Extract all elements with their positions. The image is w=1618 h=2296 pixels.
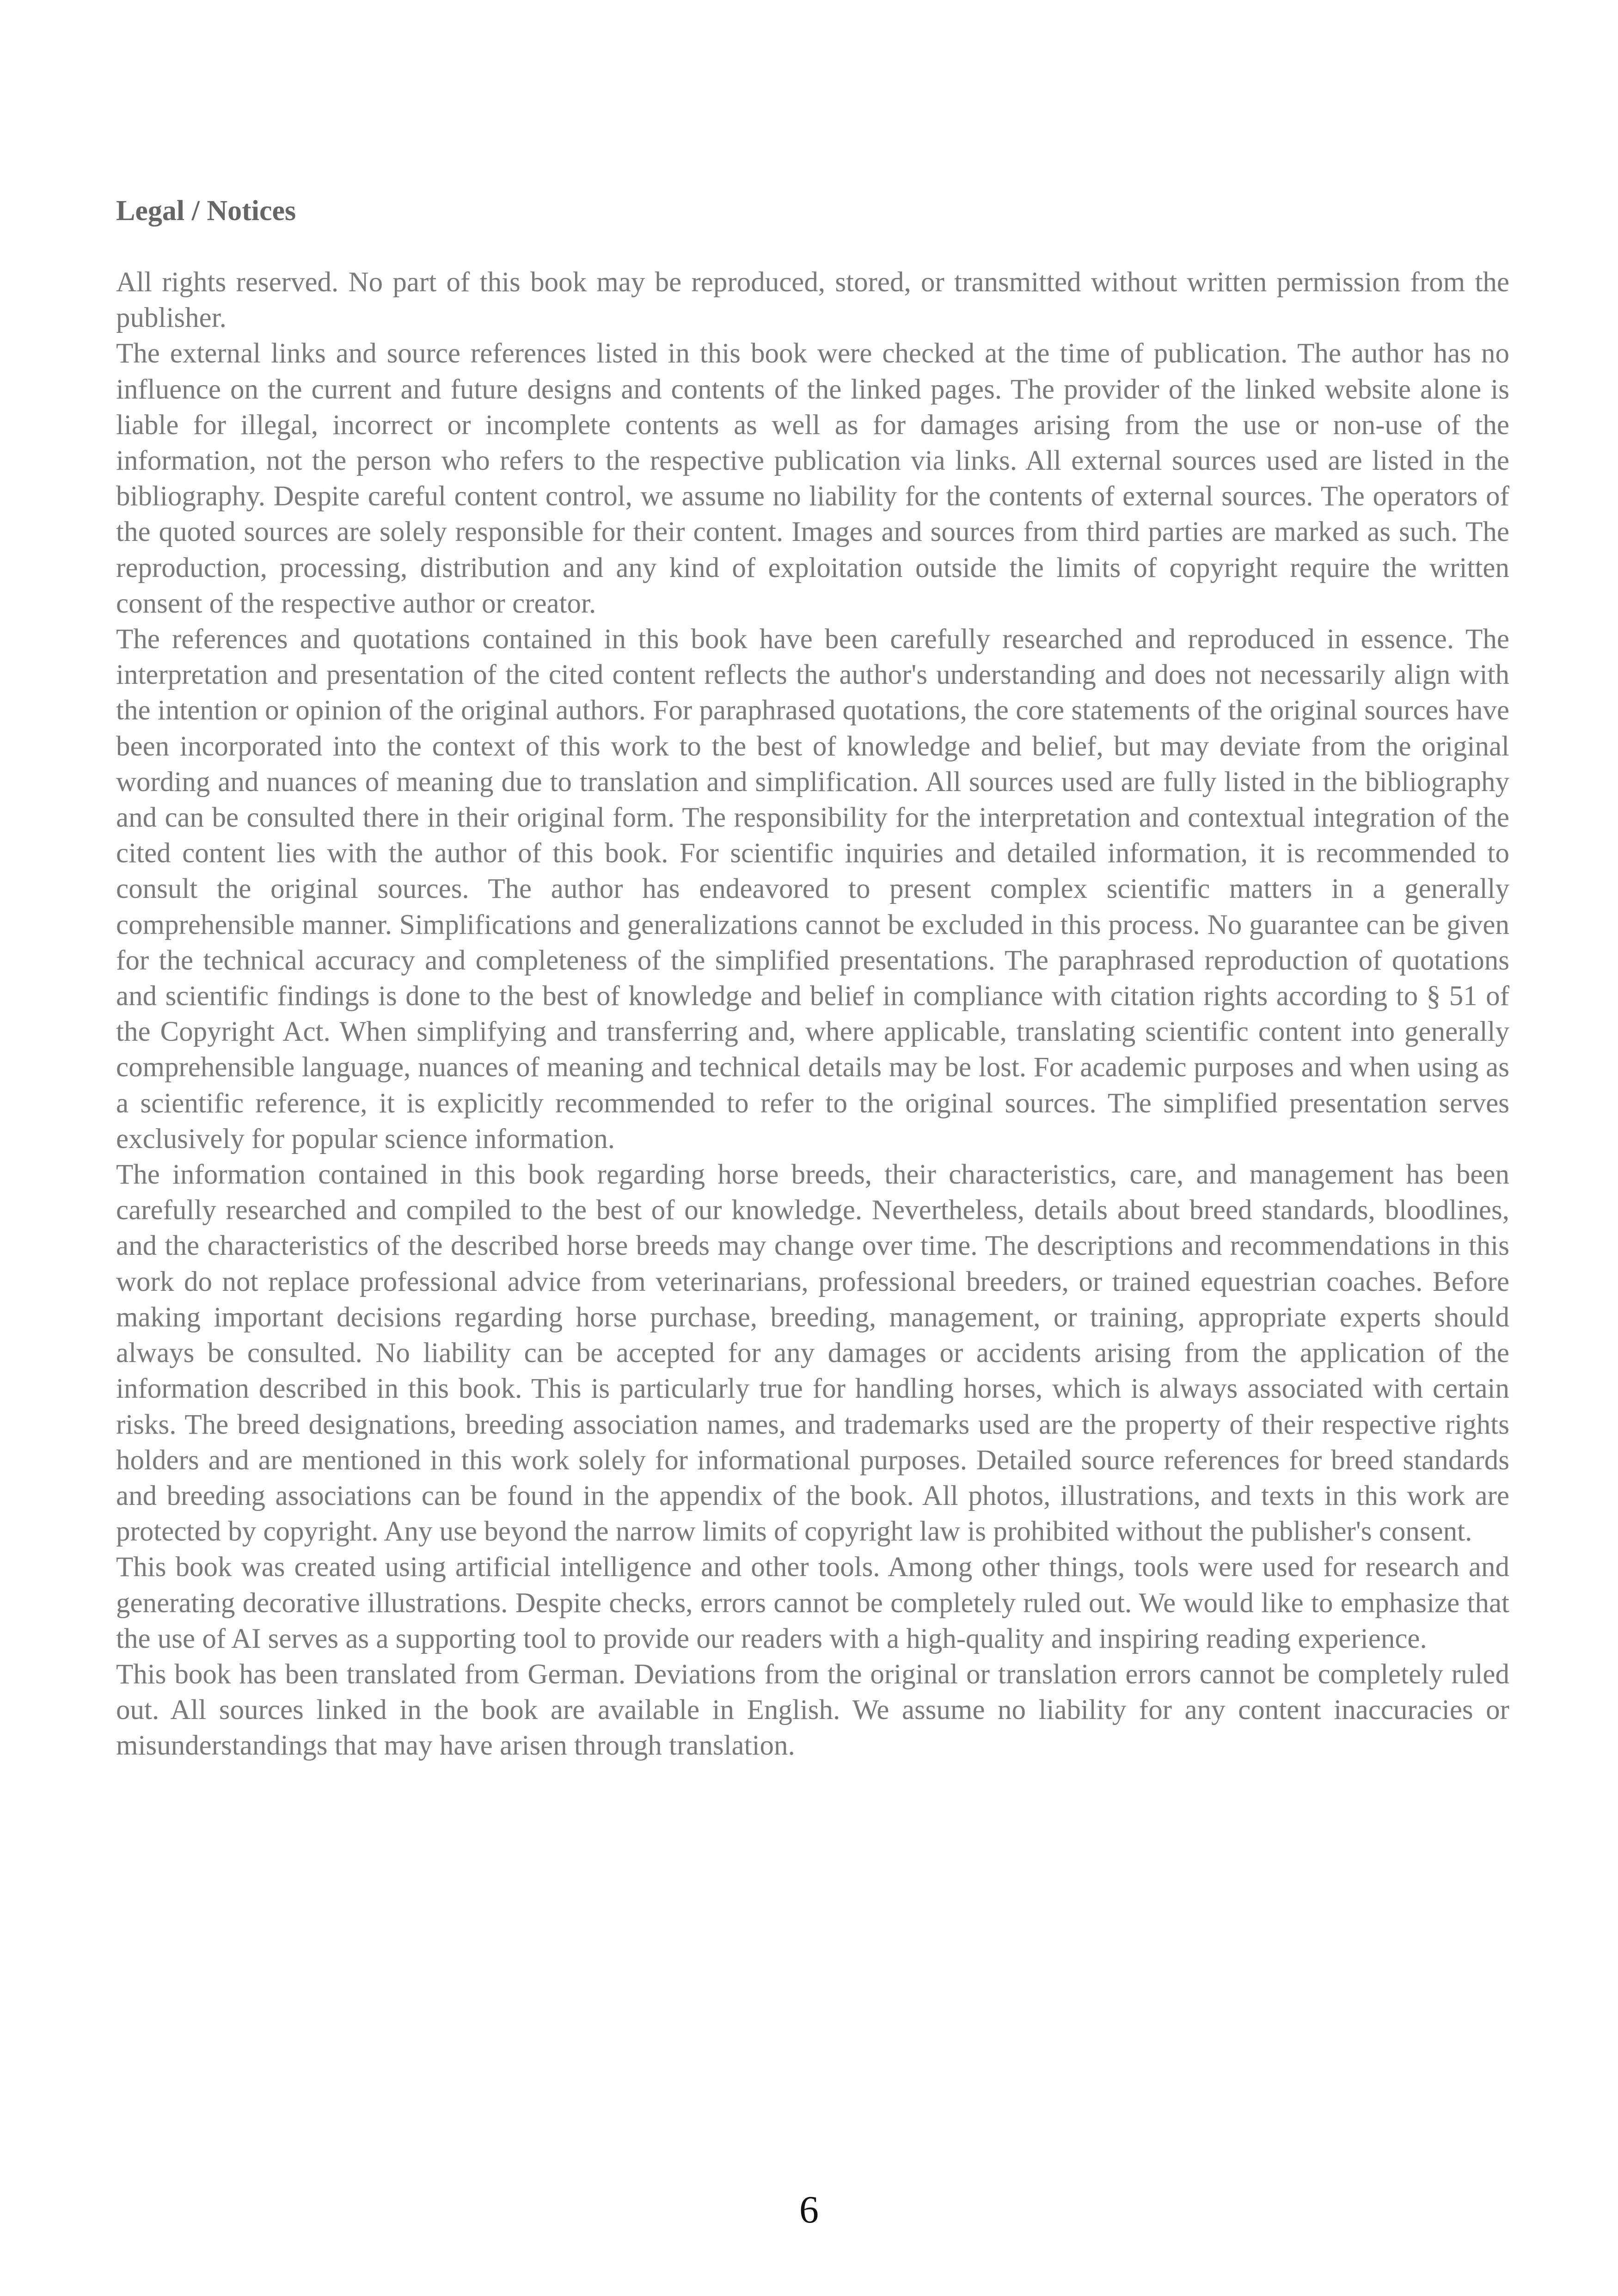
paragraph-rights-reserved: All rights reserved. No part of this book may be reproduced, stored, or transmitted without written permission from the publisher. [116, 267, 1509, 334]
paragraph-horse-breeds-disclaimer: The information contained in this book regarding horse breeds, their characteristics, care, and management has been carefully researched and compiled to the best of our knowledge. Nevertheless, details about breed standards, bloodlines, and the characteristics of the described horse breeds may change over time. The descriptions and recommendations in this work do not replace professional advice from veterinarians, professional breeders, or trained equestrian coaches. Before making important decisions regarding horse purchase, breeding, management, or training, appropriate experts should always be consulted. No liability can be accepted for any damages or accidents arising from the application of the information described in this book. This is particularly true for handling horses, which is always associated with certain risks. The breed designations, breeding association names, and trademarks used are the property of their respective rights holders and are mentioned in this work solely for informational purposes. Detailed source references for breed standards and breeding associations can be found in the appendix of the book. All photos, illustrations, and texts in this work are protected by copyright. Any use beyond the narrow limits of copyright law is prohibited without the publisher's consent. [116, 1159, 1509, 1547]
section-heading: Legal / Notices [116, 195, 296, 227]
paragraph-external-links: The external links and source references listed in this book were checked at the time of publication. The author has no influence on the current and future designs and contents of the linked pages. The provider of the linked website alone is liable for illegal, incorrect or incomplete contents as well as for damages arising from the use or non-use of the information, not the person who refers to the respective publication via links. All external sources used are listed in the bibliography. Despite careful content control, we assume no liability for the contents of external sources. The operators of the quoted sources are solely responsible for their content. Images and sources from third parties are marked as such. The reproduction, processing, distribution and any kind of exploitation outside the limits of copyright require the written consent of the respective author or creator. [116, 338, 1509, 619]
paragraph-translation: This book has been translated from German. Deviations from the original or translation errors cannot be completely ruled out. All sources linked in the book are available in English. We assume no liability for any content inaccuracies or misunderstandings that may have arisen through translation. [116, 1658, 1509, 1762]
paragraph-references-quotations: The references and quotations contained in this book have been carefully researched and reproduced in essence. The interpretation and presentation of the cited content reflects the author's understanding and does not necessarily align with the intention or opinion of the original authors. For paraphrased quotations, the core statements of the original sources have been incorporated into the context of this work to the best of knowledge and belief, but may deviate from the original wording and nuances of meaning due to translation and simplification. All sources used are fully listed in the bibliography and can be consulted there in their original form. The responsibility for the interpretation and contextual integration of the cited content lies with the author of this book. For scientific inquiries and detailed information, it is recommended to consult the original sources. The author has endeavored to present complex scientific matters in a generally comprehensible manner. Simplifications and generalizations cannot be excluded in this process. No guarantee can be given for the technical accuracy and completeness of the simplified presentations. The paraphrased reproduction of quotations and scientific findings is done to the best of knowledge and belief in compliance with citation rights according to § 51 of the Copyright Act. When simplifying and transferring and, where applicable, translating scientific content into generally comprehensible language, nuances of meaning and technical details may be lost. For academic purposes and when using as a scientific reference, it is explicitly recommended to refer to the original sources. The simplified presentation serves exclusively for popular science information. [116, 624, 1509, 1154]
paragraph-ai-usage: This book was created using artificial intelligence and other tools. Among other things, tools were used for research and generating decorative illustrations. Despite checks, errors cannot be completely ruled out. We would like to emphasize that the use of AI serves as a supporting tool to provide our readers with a high-quality and inspiring reading experience. [116, 1552, 1509, 1654]
legal-notices-section [116, 193, 1509, 1764]
page-number: 6 [799, 2188, 819, 2231]
